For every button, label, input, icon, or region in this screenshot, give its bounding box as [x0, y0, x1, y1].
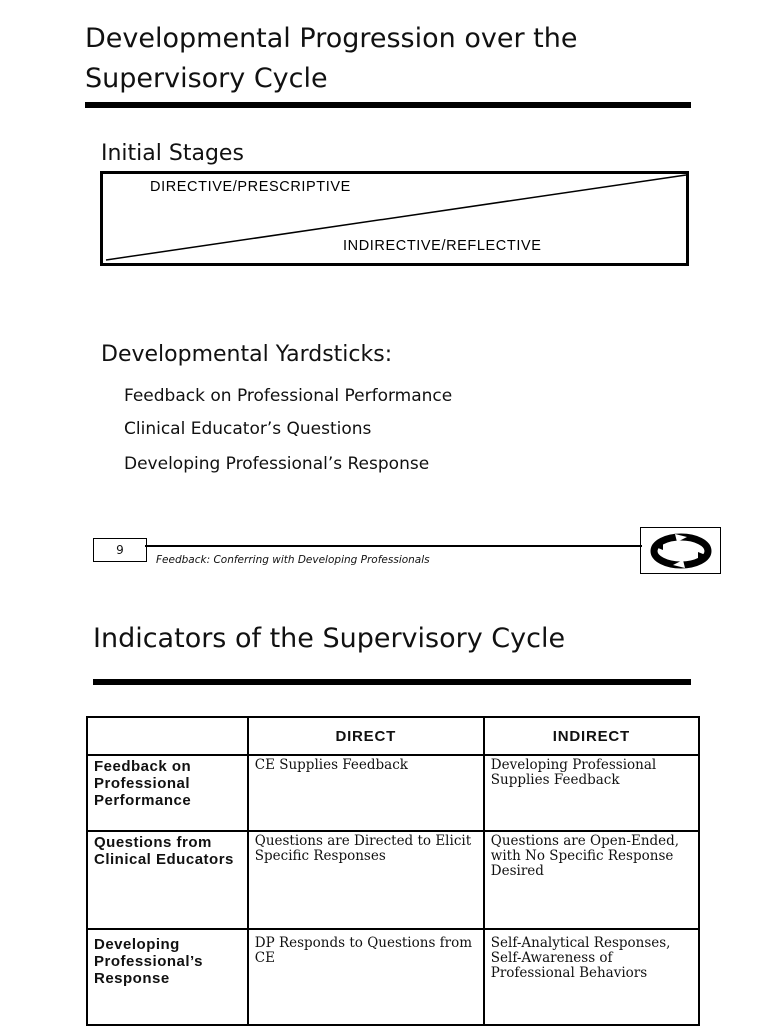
indirect-cell: Self-Analytical Responses, Self-Awareness of Professional Behaviors — [484, 929, 699, 1025]
direct-cell: Questions are Directed to Elicit Specific Responses — [248, 831, 484, 929]
footer-rule — [145, 545, 642, 547]
row-label: Questions from Clinical Educators — [87, 831, 248, 929]
table-row — [87, 929, 699, 1025]
table-row — [87, 831, 699, 929]
row-label: Developing Professional’s Response — [87, 929, 248, 1025]
initial-stages-label: Initial Stages — [101, 141, 244, 166]
table-header-cell: DIRECT — [248, 717, 484, 755]
indirect-cell: Developing Professional Supplies Feedback — [484, 755, 699, 831]
indirect-cell: Questions are Open-Ended, with No Specific Response Desired — [484, 831, 699, 929]
cycle-logo-box — [640, 527, 721, 574]
title-underline — [85, 102, 691, 108]
yardsticks-heading: Developmental Yardsticks: — [101, 342, 393, 367]
direct-cell: CE Supplies Feedback — [248, 755, 484, 831]
cycle-arrows-icon — [641, 528, 720, 573]
indirective-reflective-label: INDIRECTIVE/REFLECTIVE — [343, 238, 542, 254]
slide2-title: Indicators of the Supervisory Cycle — [93, 623, 566, 654]
slide1-title-line1: Developmental Progression over the — [85, 23, 578, 54]
yardstick-item: Developing Professional’s Response — [124, 454, 430, 474]
table-row — [87, 755, 699, 831]
yardstick-item: Feedback on Professional Performance — [124, 386, 453, 406]
slide2-title-underline — [93, 679, 691, 685]
footer-text: Feedback: Conferring with Developing Professionals — [156, 554, 430, 566]
table-header-row — [87, 717, 699, 755]
slide1-title-line2: Supervisory Cycle — [85, 63, 328, 94]
table-header-cell: INDIRECT — [484, 717, 699, 755]
row-label: Feedback on Professional Performance — [87, 755, 248, 831]
directive-prescriptive-label: DIRECTIVE/PRESCRIPTIVE — [150, 179, 351, 195]
page-number-box: 9 — [93, 538, 147, 562]
direct-cell: DP Responds to Questions from CE — [248, 929, 484, 1025]
directive-banner — [100, 171, 689, 266]
yardstick-item: Clinical Educator’s Questions — [124, 419, 372, 439]
table-header-cell — [87, 717, 248, 755]
indicators-table — [86, 716, 700, 1026]
